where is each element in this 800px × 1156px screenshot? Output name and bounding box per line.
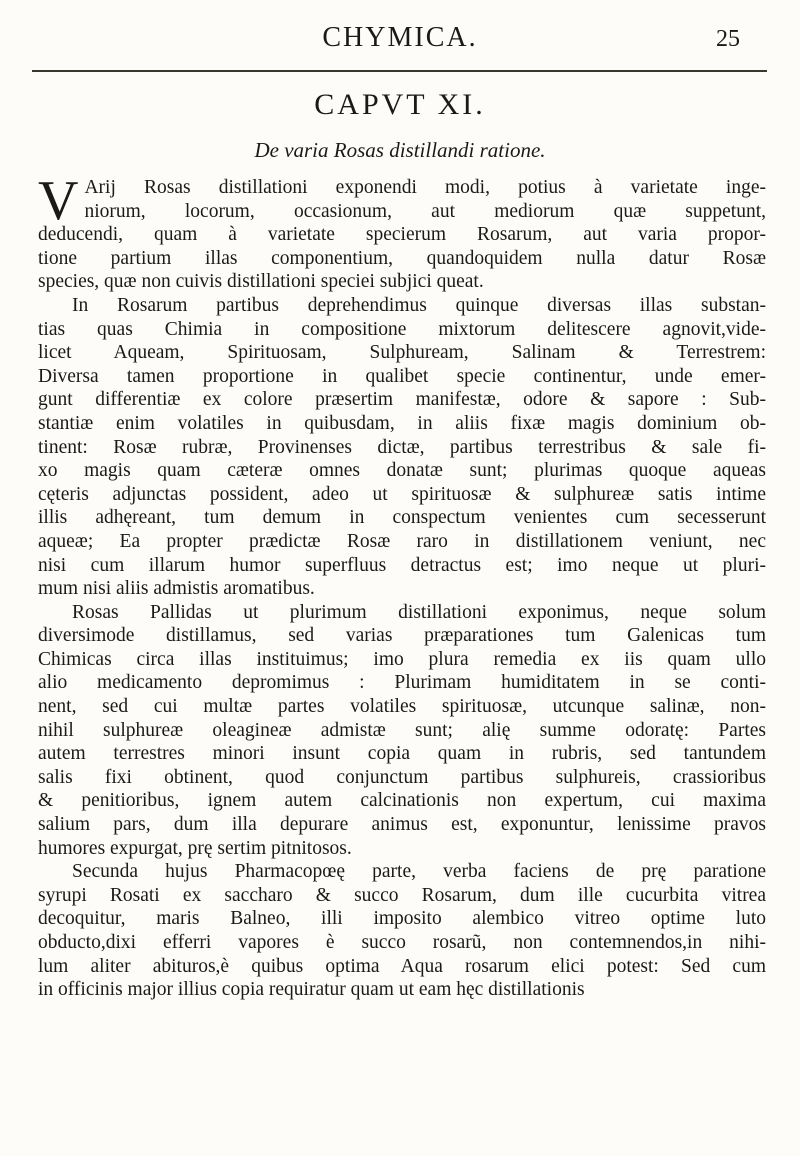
- text-line: [38, 860, 766, 884]
- text-line: [38, 695, 766, 719]
- line-text: salium pars, dum illa depurare animus est, exponuntur, lenissime pravos: [38, 814, 766, 836]
- text-line: [38, 719, 766, 743]
- text-line: [38, 294, 766, 318]
- line-text: tione partium illas componentium, quandoquidem nulla datur Rosæ: [38, 247, 766, 269]
- text-line: [38, 766, 766, 790]
- text-line: [38, 577, 766, 601]
- line-text: mum nisi aliis admistis aromatibus.: [38, 578, 315, 600]
- text-line: [38, 530, 766, 554]
- running-head-title: CHYMICA.: [322, 22, 478, 53]
- line-text: decoquitur, maris Balneo, illi imposito alembico vitreo optime luto: [38, 908, 766, 930]
- line-text: autem terrestres minori insunt copia quam in rubris, sed tantundem: [38, 743, 766, 765]
- text-line: [38, 554, 766, 578]
- line-text: Diversa tamen proportione in qualibet specie continentur, unde emer-: [38, 365, 766, 387]
- text-line: [38, 837, 766, 861]
- text-line: [38, 884, 766, 908]
- text-line: [38, 223, 766, 247]
- text-line: [38, 200, 766, 224]
- text-line: [38, 742, 766, 766]
- line-text: Chimicas circa illas instituimus; imo plura remedia ex iis quam ullo: [38, 648, 766, 670]
- line-text: In Rosarum partibus deprehendimus quinque diversas illas substan-: [72, 294, 766, 316]
- text-line: [38, 365, 766, 389]
- line-text: & penitioribus, ignem autem calcinationis non expertum, cui maxima: [38, 790, 766, 812]
- text-line: [38, 907, 766, 931]
- text-line: [38, 789, 766, 813]
- line-text: tinent: Rosæ rubræ, Provinenses dictæ, partibus terrestribus & sale fi-: [38, 436, 766, 458]
- text-line: [38, 318, 766, 342]
- drop-cap: V: [38, 170, 79, 232]
- text-line: [38, 341, 766, 365]
- body-text: [38, 170, 766, 1002]
- text-line: [38, 270, 766, 294]
- page-number: 25: [716, 26, 740, 52]
- line-text: Rosas Pallidas ut plurimum distillationi exponimus, neque solum: [72, 601, 766, 623]
- running-head: [0, 22, 800, 62]
- text-line: [38, 459, 766, 483]
- line-text: nent, sed cui multæ partes volatiles spirituosæ, utcunque salinæ, non-: [38, 696, 766, 718]
- text-line: [38, 671, 766, 695]
- header-rule: [32, 70, 767, 72]
- line-text: Secunda hujus Pharmacopœę parte, verba faciens de prę paratione: [72, 861, 766, 883]
- line-text: Arij Rosas distillationi exponendi modi, potius à varietate inge-: [84, 177, 766, 198]
- text-line: [38, 388, 766, 412]
- line-text: stantiæ enim volatiles in quibusdam, in aliis fixæ magis dominium ob-: [38, 412, 766, 434]
- text-line: [38, 506, 766, 530]
- line-text: nisi cum illarum humor superfluus detractus est; imo neque ut pluri-: [38, 554, 766, 576]
- line-text: cęteris adjunctas possident, adeo ut spirituosæ & sulphureæ satis intime: [38, 483, 766, 505]
- text-line: [38, 483, 766, 507]
- line-text: obducto,dixi efferri vapores è succo rosarũ, non contemnendos,in nihi-: [38, 932, 766, 953]
- text-line: [38, 247, 766, 271]
- text-line: [38, 978, 766, 1002]
- line-text: nihil sulphureæ oleagineæ admistæ sunt; alię summe odoratę: Partes: [38, 719, 766, 741]
- line-text: syrupi Rosati ex saccharo & succo Rosarum, dum ille cucurbita vitrea: [38, 884, 766, 906]
- line-text: salis fixi obtinent, quod conjunctum partibus sulphureis, crassioribus: [38, 766, 766, 788]
- text-line: [38, 648, 766, 672]
- line-text: in officinis major illius copia requiratur quam ut eam hęc distillationis: [38, 979, 585, 1001]
- line-text: aqueæ; Ea propter prædictæ Rosæ raro in distillationem veniunt, nec: [38, 530, 766, 552]
- text-line: [38, 955, 766, 979]
- line-text: lum aliter abituros,è quibus optima Aqua rosarum elici potest: Sed cum: [38, 955, 766, 977]
- chapter-heading: CAPVT XI.: [314, 88, 486, 121]
- line-text: illis adhęreant, tum demum in conspectum venientes cum secesserunt: [38, 507, 766, 529]
- text-line: [38, 412, 766, 436]
- text-line: [38, 601, 766, 625]
- line-text: gunt differentiæ ex colore præsertim manifestæ, odore & sapore : Sub-: [38, 389, 766, 411]
- line-text: tias quas Chimia in compositione mixtorum delitescere agnovit,vide-: [38, 318, 766, 340]
- line-text: species, quæ non cuivis distillationi speciei subjici queat.: [38, 271, 484, 293]
- text-line: [38, 436, 766, 460]
- text-line: [38, 931, 766, 955]
- line-text: alio medicamento depromimus : Plurimam humiditatem in se conti-: [38, 672, 766, 694]
- line-text: xo magis quam cæteræ omnes donatæ sunt; plurimas quoque aqueas: [38, 460, 766, 482]
- line-text: licet Aqueam, Spirituosam, Sulphuream, Salinam & Terrestrem:: [38, 342, 766, 364]
- line-text: niorum, locorum, occasionum, aut mediorum quæ suppetunt,: [84, 200, 766, 222]
- line-text: deducendi, quam à varietate specierum Rosarum, aut varia propor-: [38, 224, 766, 246]
- line-text: diversimode distillamus, sed varias præparationes tum Galenicas tum: [38, 625, 766, 647]
- text-line: [38, 624, 766, 648]
- chapter-subtitle: De varia Rosas distillandi ratione.: [254, 138, 546, 162]
- line-text: humores expurgat, prę sertim pitnitosos.: [38, 837, 352, 859]
- text-line: [38, 813, 766, 837]
